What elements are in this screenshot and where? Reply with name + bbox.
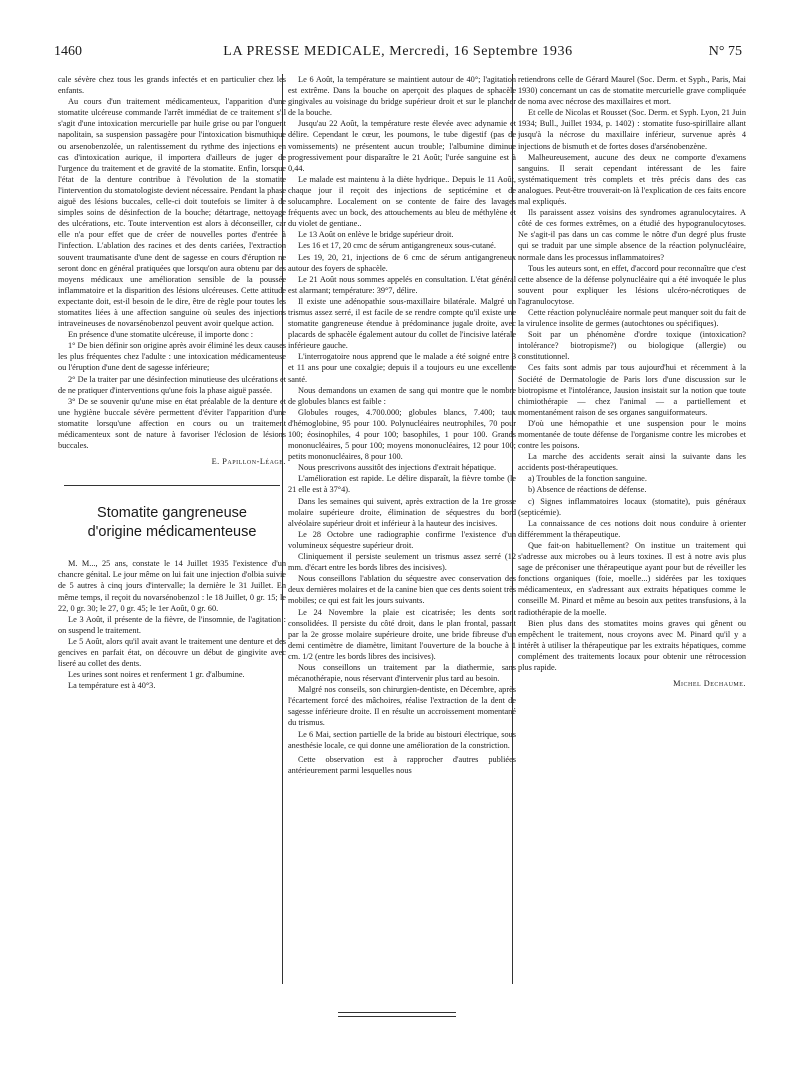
- paragraph: Les urines sont noires et renferment 1 gr. d'albumine.: [68, 670, 245, 680]
- page-number: 1460: [54, 44, 82, 59]
- paragraph: 3° De se souvenir qu'une mise en état préalable de la denture et une hygiène buccale sévère permettent d'éviter l'apparition d'une stomatite lorsqu'une affection en cours ou un traitement médicamenteux sont de nature à favoriser l'éclosion de lésions buccales.: [58, 396, 286, 451]
- paragraph: Le 5 Août, alors qu'il avait avant le traitement une denture et des gencives en parfait état, on découvre un début de gingivite avec liseré au collet des dents.: [58, 636, 286, 669]
- article-title-line-1: Stomatite gangreneuse: [97, 505, 247, 522]
- paragraph: En présence d'une stomatite ulcéreuse, il importe donc :: [68, 330, 254, 340]
- paragraph: La marche des accidents serait ainsi la suivante dans les accidents post-thérapeutiques.: [518, 452, 746, 473]
- section-divider: [64, 485, 280, 486]
- paragraph: Nous prescrivons aussitôt des injections d'extrait hépatique.: [298, 463, 497, 473]
- paragraph: M. M..., 25 ans, constate le 14 Juillet 1935 l'existence d'un chancre génital. Le jour même on lui fait une injection d'olbia suivie de 5 autres à cinq jours d'intervalle; la dernière le 31 Juillet. En même temps, il reçoit du novarsénobenzol : le 18 Juillet, 0 gr. 15; le 22, 0 gr. 30; le 27, 0 gr. 45; le 1er Août, 0 gr. 60.: [58, 559, 286, 613]
- author-signature: Michel Dechaume.: [673, 679, 746, 689]
- paragraph: Malheureusement, aucune des deux ne comporte d'examens sanguins. Il serait cependant intéressant de les faire systématiquement très complets et très précis dans des cas analogues. Peut-être trouverait-on là l'explication de ces faits encore mal expliqués.: [518, 152, 746, 207]
- end-rule: [338, 1016, 456, 1017]
- paragraph: cale sévère chez tous les grands infectés et en particulier chez les enfants.: [58, 75, 286, 96]
- paragraph: Le 6 Août, la température se maintient autour de 40°; l'agitation est extrême. Dans la bouche on aperçoit des plaques de sphacèle gingivales au voisinage du bridge supérieur droit et sur le plancher de la bouche.: [288, 75, 516, 118]
- paragraph: Jusqu'au 22 Août, la température reste élevée avec adynamie et délire. Cependant le cœur, les poumons, le tube digestif (pas de vomissements) ne présentent aucun trouble; l'albumine diminue progressivement pour disparaître le 21 Août; l'urée sanguine est à 0,44.: [288, 119, 516, 173]
- column-1: [58, 74, 286, 1056]
- paragraph: D'où une hémopathie et une suspension pour le moins momentanée de toute défense de l'organisme contre les microbes et contre les poisons.: [518, 418, 746, 451]
- article-title-line-2: d'origine médicamenteuse: [87, 524, 257, 541]
- paragraph: Nous conseillons l'ablation du séquestre avec conservation des deux dernières molaires et de la canine bien que ces dents soient très mobiles; ce qui est fait les jours suivants.: [288, 574, 516, 606]
- paragraph: La température est à 40°3.: [68, 681, 156, 691]
- paragraph: Que fait-on habituellement? On institue un traitement qui s'adresse aux microbes ou à leurs toxines. Il est à notre avis plus sage de préconiser une thérapeutique ayant pour but de réveiller les fonctions organiques (foie, moelle...) sidérées par les toxiques médicamenteux, en s'adressant aux extraits hépatiques comme le conseille M. Pinard et même au besoin aux petites transfusions, à la radiothérapie de la moelle.: [518, 540, 746, 617]
- paragraph: retiendrons celle de Gérard Maurel (Soc. Derm. et Syph., Paris, Mai 1930) concernant un cas de stomatite mercurielle grave compliquée de noma avec nécrose des maxillaires et mort.: [518, 75, 746, 107]
- paragraph: Tous les auteurs sont, en effet, d'accord pour reconnaître que c'est cette absence de la défense polynucléaire qui a été invoquée le plus souvent pour expliquer les lésions ulcéro-nécrotiques de l'agranulocytose.: [518, 263, 746, 306]
- journal-title: LA PRESSE MEDICALE, Mercredi, 16 Septembre 1936: [223, 44, 573, 59]
- paragraph: Bien plus dans des stomatites moins graves qui gênent ou empêchent le traitement, nous croyons avec M. Pinard qu'il y a intérêt à utiliser la thérapeutique par les extraits hépatiques, comme complément des traitements locaux pour obtenir une rétrocession plus rapide.: [518, 618, 746, 672]
- paragraph: Cette réaction polynucléaire normale peut manquer soit du fait de la virulence insolite de germes (autochtones ou spécifiques).: [518, 307, 746, 329]
- paragraph: L'amélioration est rapide. Le délire disparaît, la fièvre tombe (le 21 elle est à 37°4).: [288, 474, 516, 495]
- paragraph: Ils paraissent assez voisins des syndromes agranulocytaires. A côté de ces formes extrêmes, on a étudié des hypogranulocytoses. Ne s'agit-il pas dans un cas comme le nôtre d'un degré plus fruste qui se traduit par une simple absence de la réaction polynucléaire, normale dans les processus inflammatoires?: [518, 208, 746, 262]
- paragraph: 1° De bien définir son origine après avoir éliminé les deux causes les plus fréquentes chez l'adulte : une intoxication médicamenteuse ou l'éruption d'une dent de sagesse inférieure;: [58, 341, 286, 373]
- issue-number: N° 75: [708, 44, 742, 59]
- paragraph: La connaissance de ces notions doit nous conduire à orienter différemment la thérapeutique.: [518, 518, 746, 539]
- paragraph: Le 21 Août nous sommes appelés en consultation. L'état général est alarmant; température: 39°7, délire.: [288, 274, 516, 295]
- paragraph: Cliniquement il persiste seulement un trismus assez serré (12 mm. d'écart entre les bords libres des incisives).: [288, 552, 516, 573]
- article-title: [58, 504, 286, 542]
- column-3: [518, 74, 746, 1056]
- paragraph: Les 16 et 17, 20 cmc de sérum antigangreneux sous-cutané.: [298, 241, 496, 251]
- list-item: c) Signes inflammatoires locaux (stomatite), puis généraux (septicémie).: [518, 496, 746, 517]
- author-signature: E. Papillon-Léage.: [211, 457, 286, 467]
- paragraph: Le 28 Octobre une radiographie confirme l'existence d'un volumineux séquestre supérieur droit.: [288, 529, 516, 550]
- list-item: b) Absence de réactions de défense.: [528, 485, 647, 495]
- column-2: [288, 74, 516, 1056]
- paragraph: Les 19, 20, 21, injections de 6 cmc de sérum antigangreneux autour des foyers de sphacèle.: [288, 252, 516, 273]
- paragraph: Globules rouges, 4.700.000; globules blancs, 7.400; taux d'hémoglobine, 95 pour 100. Polynucléaires neutrophiles, 70 pour 100; éosinophiles, 4 pour 100; basophiles, 1 pour 100. Grands mononucléaires, 5 pour 100; moyens mononucléaires, 12 pour 100; petits mononucléaires, 8 pour 100.: [288, 407, 516, 462]
- paragraph: Le 6 Mai, section partielle de la bride au bistouri électrique, sous anesthésie locale, ce qui donne une amélioration de la constriction.: [288, 729, 516, 750]
- paragraph: Et celle de Nicolas et Rousset (Soc. Derm. et Syph. Lyon, 21 Juin 1934; Bull., Juillet 1934, p. 1402) : stomatite fuso-spirillaire allant jusqu'à la nécrose du maxillaire inférieur, survenue après 4 injections de bismuth et de fortes doses d'arsénobenzène.: [518, 108, 746, 151]
- paragraph: Le 24 Novembre la plaie est cicatrisée; les dents sont consolidées. Il persiste du côté droit, dans le plan frontal, passant par la 2e grosse molaire supérieure droite, une bride fibreuse d'un demi centimètre de diamètre, limitant l'ouverture de la bouche à 1 cm. 1/2 (entre les bords libres des incisives).: [288, 607, 516, 661]
- paragraph: Nous demandons un examen de sang qui montre que le nombre de globules blancs est faible :: [288, 385, 516, 406]
- paragraph: Soit par un phénomène d'ordre toxique (intoxication? intolérance? biotropisme?) ou biologique (allergie) ou constitutionnel.: [518, 330, 746, 362]
- paragraph: Cette observation est à rapprocher d'autres publiées antérieurement parmi lesquelles nous: [288, 754, 516, 775]
- paragraph: 2° De la traiter par une désinfection minutieuse des ulcérations et de ne pratiquer d'interventions qu'une fois la phase aiguë passée.: [58, 374, 286, 395]
- paragraph: Le 13 Août on enlève le bridge supérieur droit.: [298, 230, 454, 240]
- paragraph: Dans les semaines qui suivent, après extraction de la 1re grosse molaire supérieure droite, élimination de séquestres du bord alvéolaire supérieur droit et inférieur à la hauteur des incisives.: [288, 496, 516, 528]
- paragraph: Le malade est maintenu à la diète hydrique.. Depuis le 11 Août, chaque jour il reçoit des injections de septicémine et de solucamphre. Localement on se contente de faire des lavages fréquents avec un bock, des attouchements au bleu de méthylène et du violet de gentiane..: [288, 174, 516, 229]
- paragraph: Ces faits sont admis par tous aujourd'hui et récemment à la Société de Dermatologie de Paris lors d'une discussion sur le biotropisme et l'intolérance, Jausion insistait sur la notion que toute chimiothérapie — chez l'animal — a partiellement et momentanément raison de ses organes sanguiformateurs.: [518, 363, 746, 417]
- paragraph: Nous conseillons un traitement par la diathermie, sans mécanothérapie, nous réservant d'intervenir plus tard au besoin.: [288, 662, 516, 684]
- end-rule: [338, 1012, 456, 1013]
- list-item: a) Troubles de la fonction sanguine.: [528, 474, 647, 484]
- page-header: [54, 44, 742, 66]
- paragraph: L'interrogatoire nous apprend que le malade a été soigné entre 3 et 11 ans pour une coxalgie; depuis il a toujours eu une excellente santé.: [288, 352, 516, 384]
- paragraph: Malgré nos conseils, son chirurgien-dentiste, en Décembre, après l'écartement forcé des mâchoires, réalise l'extraction de la dent de sagesse inférieure droite. Il en résulte un accroissement momentané du trismus.: [288, 685, 516, 728]
- paragraph: Au cours d'un traitement médicamenteux, l'apparition d'une stomatite ulcéreuse commande l'arrêt immédiat de ce traitement s'il s'agit d'une intoxication mercurielle par huile grise ou par l'onguent napolitain, sa suspension passagère pour l'intoxication bismuthique ou arsenobenzolée, un ralentissement du rythme des injections en cas d'intoxication aurique, il importera d'ailleurs de juger de l'urgence du traitement et de gravité de la stomatite. Enfin, lorsque l'état de la denture contribue à l'évolution de la stomatite l'intervention du stomatologiste devient nécessaire. Pendant la phase aiguë des lésions buccales, celle-ci doit toutefois se limiter à de simples soins de désinfection de la bouche; détartrage, nettoyage des ulcérations, etc. Toute intervention est alors à déconseiller, car elle n'a pour effet que de créer de nouvelles portes d'entrée à l'infection. L'ablation des racines et des dents cariées, l'extraction souvent traumatisante d'une dent de sagesse en cours d'éruption ne seront donc en général pratiquées que lorsqu'on aura obtenu par des moyens médicaux une amélioration sensible de la poussée inflammatoire et la disparition des lésions ulcéreuses. Cette attitude expectante doit, est-il besoin de le dire, être de règle pour toutes les stomatites liées à une affection sanguine où seules des injections intraveineuses de novarsénobenzol peuvent avoir quelque action.: [58, 97, 286, 329]
- paragraph: Le 3 Août, il présente de la fièvre, de l'insomnie, de l'agitation : on suspend le traitement.: [58, 614, 286, 635]
- paragraph: Il existe une adénopathie sous-maxillaire bilatérale. Malgré un trismus assez serré, il est facile de se rendre compte qu'il existe une stomatite gangreneuse étendue à prédominance jugale droite, avec placards de sphacèle également autour du collet de l'incisive latérale inférieure gauche.: [288, 296, 516, 351]
